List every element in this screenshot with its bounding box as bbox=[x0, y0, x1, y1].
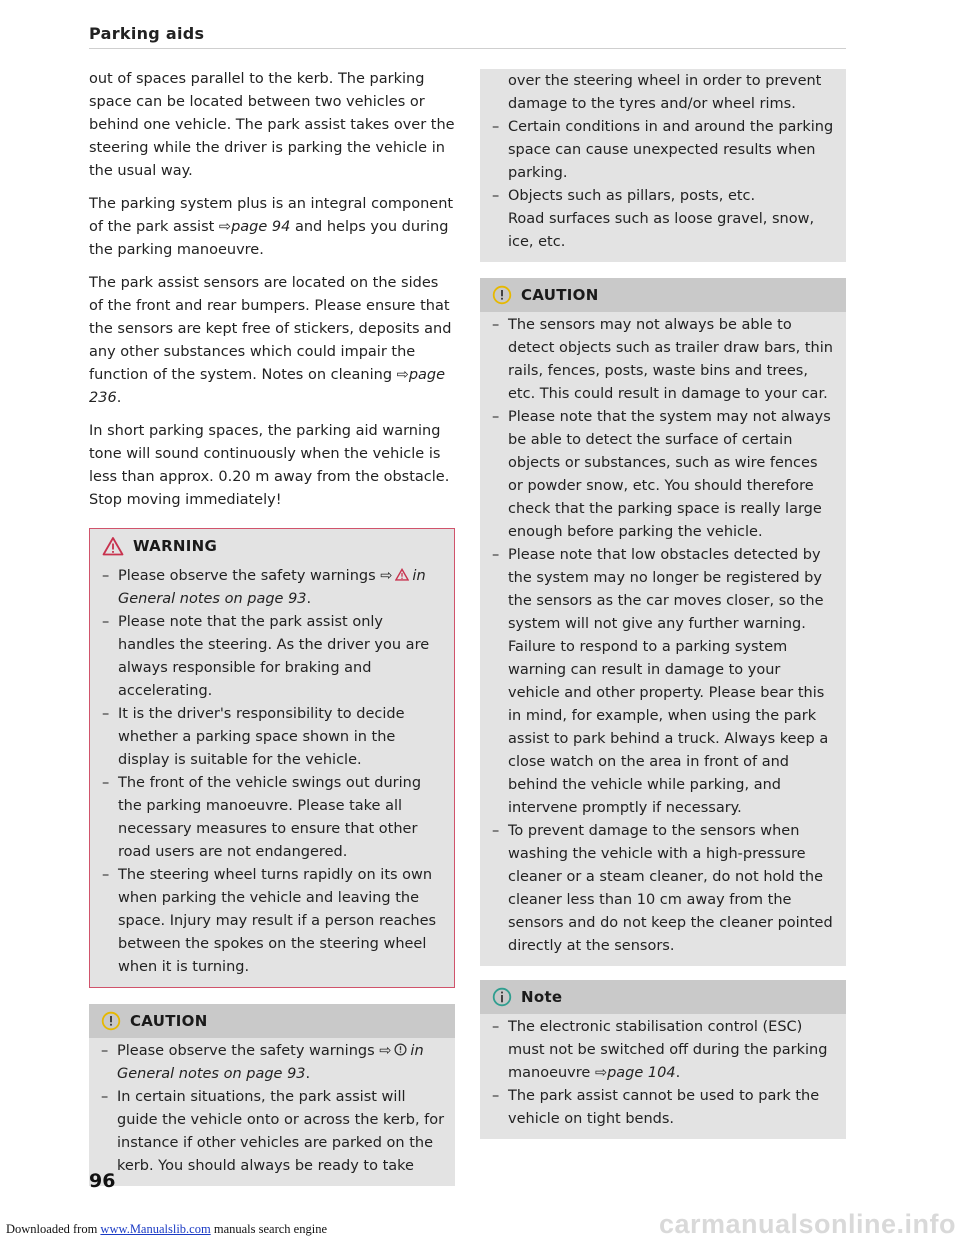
right-column bbox=[480, 69, 846, 1139]
warning-triangle-icon bbox=[102, 536, 124, 556]
list-item: – To prevent damage to the sensors when washing the vehicle with a high-pressure cleaner or a steam cleaner, do not hold the cleaner less than 10 cm away from the sensors and do not keep the cleaner pointed directly at the sensors. bbox=[490, 820, 836, 958]
page-reference-link[interactable]: page 104 bbox=[607, 1065, 676, 1081]
list-item: – The front of the vehicle swings out during the parking manoeuvre. Please take all necessary measures to ensure that other road users are not endangered. bbox=[100, 772, 444, 864]
note-title: Note bbox=[521, 987, 563, 1006]
caution-box bbox=[89, 1004, 455, 1186]
warning-title: WARNING bbox=[133, 536, 218, 555]
warning-header bbox=[90, 529, 454, 563]
list-item: – Please observe the safety warnings ⇨ in General notes on page 93. bbox=[99, 1040, 445, 1086]
watermark: carmanualsonline.info bbox=[658, 1209, 956, 1239]
page-reference-link[interactable]: in General notes on page 93 bbox=[118, 568, 426, 607]
page-reference-link[interactable]: in General notes on page 93 bbox=[117, 1043, 424, 1082]
page-reference-link[interactable]: page 236 bbox=[89, 367, 446, 406]
download-footer: Downloaded from www.Manualslib.com manuals search engine bbox=[6, 1222, 327, 1236]
arrow-right-icon: ⇨ bbox=[379, 1043, 392, 1059]
list-item: – The steering wheel turns rapidly on its own when parking the vehicle and leaving the space. Injury may result if a person reaches between the spokes on the steering wheel when it is turning. bbox=[100, 864, 444, 979]
list-item: – Certain conditions in and around the parking space can cause unexpected results when parking. bbox=[490, 116, 836, 185]
note-header bbox=[480, 980, 846, 1014]
info-circle-icon bbox=[492, 987, 512, 1007]
note-body bbox=[480, 1014, 846, 1139]
left-column bbox=[89, 68, 455, 1186]
caution-header bbox=[89, 1004, 455, 1038]
arrow-right-icon: ⇨ bbox=[380, 568, 393, 584]
caution-title: CAUTION bbox=[130, 1011, 208, 1030]
warning-box bbox=[89, 528, 455, 988]
list-item: – The park assist cannot be used to park the vehicle on tight bends. bbox=[490, 1085, 836, 1131]
page-number: 96 bbox=[89, 1170, 116, 1192]
caution-body bbox=[480, 312, 846, 966]
caution-circle-icon bbox=[492, 285, 512, 305]
list-item: – Please note that low obstacles detected by the system may no longer be registered by the sensors as the car moves closer, so the system will not give any further warning. Failure to respond to a parking system warning can result in damage to your vehicle and other property. Please bear this in mind, for example, when using the park assist to park behind a truck. Always keep a close watch on the area in front of and behind the vehicle while parking, and intervene promptly if necessary. bbox=[490, 544, 836, 820]
list-item: – It is the driver's responsibility to decide whether a parking space shown in the display is suitable for the vehicle. bbox=[100, 703, 444, 772]
caution-circle-icon bbox=[394, 1043, 407, 1056]
arrow-right-icon: ⇨ bbox=[396, 367, 409, 383]
list-item: – Objects such as pillars, posts, etc. Road surfaces such as loose gravel, snow, ice, etc. bbox=[490, 185, 836, 254]
list-item: – Please observe the safety warnings ⇨ in General notes on page 93. bbox=[100, 565, 444, 611]
caution-title: CAUTION bbox=[521, 285, 599, 304]
manualslib-link[interactable]: www.Manualslib.com bbox=[100, 1222, 211, 1236]
caution-continued-box bbox=[480, 69, 846, 262]
arrow-right-icon: ⇨ bbox=[218, 219, 232, 235]
list-item: – Please note that the park assist only handles the steering. As the driver you are always responsible for braking and accelerating. bbox=[100, 611, 444, 703]
caution-box bbox=[480, 278, 846, 966]
list-item: – Please note that the system may not always be able to detect the surface of certain objects or substances, such as wire fences or powder snow, etc. You should therefore check that the parking space is really large enough before parking the vehicle. bbox=[490, 406, 836, 544]
list-item: – In certain situations, the park assist will guide the vehicle onto or across the kerb, for instance if other vehicles are parked on the kerb. You should always be ready to take bbox=[99, 1086, 445, 1178]
list-item: – The sensors may not always be able to detect objects such as trailer draw bars, thin rails, fences, posts, waste bins and trees, etc. This could result in damage to your car. bbox=[490, 314, 836, 406]
list-item: – The electronic stabilisation control (ESC) must not be switched off during the parking manoeuvre ⇨page 104. bbox=[490, 1016, 836, 1085]
header-divider bbox=[89, 48, 846, 49]
page-reference-link[interactable]: page 94 bbox=[231, 219, 291, 235]
warning-triangle-icon bbox=[395, 568, 409, 581]
note-box bbox=[480, 980, 846, 1139]
warning-body bbox=[90, 563, 454, 987]
list-item: over the steering wheel in order to prevent damage to the tyres and/or wheel rims. bbox=[508, 73, 822, 112]
caution-circle-icon bbox=[101, 1011, 121, 1031]
paragraph-2: The parking system plus is an integral component of the park assist ⇨page 94 and helps you during the parking manoeuvre. bbox=[89, 196, 454, 258]
caution-header bbox=[480, 278, 846, 312]
paragraph-4: In short parking spaces, the parking aid warning tone will sound continuously when the vehicle is less than approx. 0.20 m away from the obstacle. Stop moving immediately! bbox=[89, 423, 450, 508]
arrow-right-icon: ⇨ bbox=[594, 1065, 608, 1081]
caution-body bbox=[89, 1038, 455, 1186]
paragraph-3: The park assist sensors are located on the sides of the front and rear bumpers. Please ensure that the sensors are kept free of stickers, deposits and any other substances which could impair the function of the system. Notes on cleaning ⇨page 236. bbox=[89, 275, 452, 406]
page-section-title: Parking aids bbox=[89, 24, 205, 43]
paragraph-1: out of spaces parallel to the kerb. The parking space can be located between two vehicles or behind one vehicle. The park assist takes over the steering while the driver is parking the vehicle in the usual way. bbox=[89, 71, 455, 179]
